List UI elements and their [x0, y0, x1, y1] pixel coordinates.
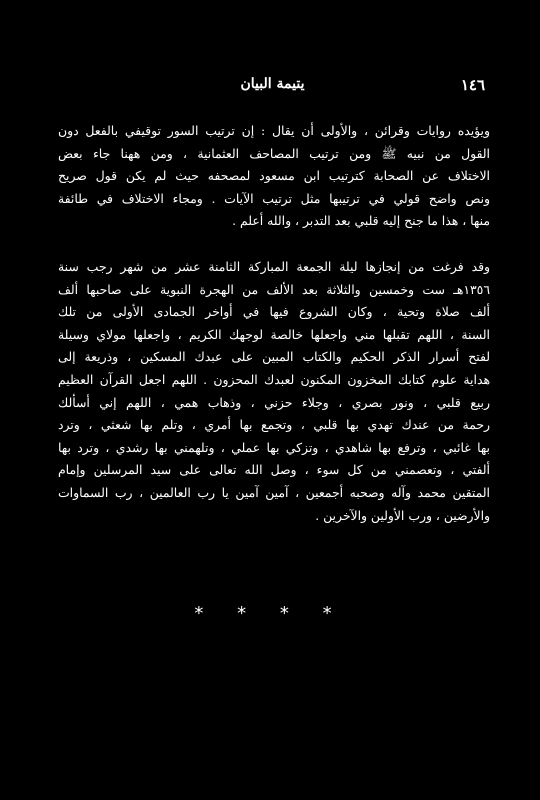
- text-line: منها ، هذا ما جنح إليه قلبي بعد التدبر ، والله أعلم .: [232, 213, 490, 229]
- text-line: ويؤيده روايات وقرائن ، والأولى أن يقال : إن ترتيب السور توقيفي بالفعل دون: [58, 123, 490, 138]
- text-line: لفتح أسرار الذكر الحكيم والكتاب المبين على عبدك المسكين ، وذريعة إلى: [58, 349, 490, 365]
- text-line: ربيع قلبي ، ونور بصري ، وجلاء حزني ، وذهاب همي ، اللهم إني أسألك: [58, 394, 490, 410]
- text-line: وقد فرغت من إنجازها ليلة الجمعة المباركة الثامنة عشر من شهر رجب سنة: [58, 259, 490, 274]
- section-ornament-stars: * * * *: [194, 603, 346, 624]
- text-line: ألفتي ، وتعصمني من كل سوء ، وصل الله تعالى على سيد المرسلين وإمام: [58, 462, 490, 478]
- text-line: ١٣٥٦هـ ست وخمسين والثلاثة بعد الألف من الهجرة النبوية على صاحبها ألف: [58, 281, 490, 297]
- page-header: [60, 76, 485, 98]
- running-title: يتيمة البيان: [240, 76, 305, 92]
- text-line: القول من نبيه ﷺ ومن ترتيب المصاحف العثمانية ، ومن ههنا جاء بعض: [58, 145, 490, 161]
- text-line: رحمة من عندك تهدي بها قلبي ، وتجمع بها أمري ، وتلم بها شعثي ، وترد: [58, 417, 490, 433]
- text-line: هداية علوم كتابك المخزون المكنون لعبدك المحزون . اللهم اجعل القرآن العظيم: [58, 371, 490, 387]
- text-line: بها غائبي ، وترفع بها شاهدي ، وتزكي بها عملي ، وتلهمني بها رشدي ، وترد بها: [58, 439, 490, 455]
- text-line: والأرضين ، ورب الأولين والآخرين .: [315, 507, 490, 523]
- text-line: الاختلاف عن الصحابة كترتيب ابن مسعود لمصحفه حيث لم يكن قول صريح: [58, 168, 490, 184]
- text-line: السنة ، اللهم تقبلها مني واجعلها خالصة لوجهك الكريم ، واجعلها مولاي وسيلة: [58, 326, 490, 342]
- paragraph-1: [58, 120, 490, 233]
- text-line: ألف صلاة وتحية ، وكان الشروع فيها في أواخر الجمادى الأولى من تلك: [58, 304, 490, 320]
- text-line: المتقين محمد وآله وصحبه أجمعين ، آمين آمين يا رب العالمين ، رب السماوات: [58, 484, 490, 500]
- paragraph-2: [58, 256, 490, 527]
- page-number: ١٤٦: [460, 76, 485, 94]
- text-line: ونص واضح قولي في ترتيبها مثل ترتيب الآيات . ومجاء الاختلاف في طائفة: [58, 190, 490, 206]
